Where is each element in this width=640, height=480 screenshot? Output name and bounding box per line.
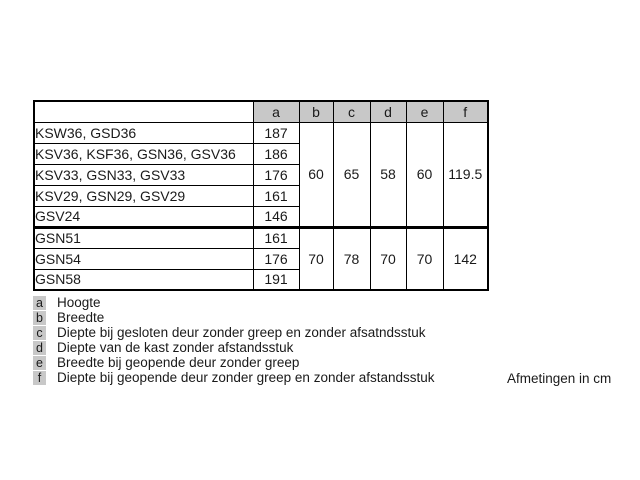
group1-depth-closed-cell: 65 bbox=[333, 122, 370, 227]
height-cell: 161 bbox=[253, 185, 299, 206]
legend-key-badge: f bbox=[33, 371, 46, 385]
legend-item bbox=[33, 295, 435, 310]
legend-item-label: Hoogte bbox=[57, 295, 101, 310]
group2-depth-closed-cell: 78 bbox=[333, 227, 370, 290]
header-col-b: b bbox=[299, 101, 333, 122]
model-cell: GSN51 bbox=[34, 227, 253, 248]
legend-key-badge: e bbox=[33, 356, 46, 370]
legend-item-label: Breedte bij geopende deur zonder greep bbox=[57, 355, 300, 370]
group2-width-open-cell: 70 bbox=[406, 227, 443, 290]
table-row bbox=[34, 227, 488, 248]
legend-item-label: Diepte bij gesloten deur zonder greep en zonder afsatndsstuk bbox=[57, 325, 426, 340]
model-cell: GSV24 bbox=[34, 206, 253, 227]
height-cell: 176 bbox=[253, 248, 299, 269]
legend-key-badge: b bbox=[33, 311, 46, 325]
group1-width-open-cell: 60 bbox=[406, 122, 443, 227]
units-note: Afmetingen in cm bbox=[507, 371, 612, 386]
legend-item bbox=[33, 325, 435, 340]
header-empty-cell bbox=[34, 101, 253, 122]
height-cell: 176 bbox=[253, 164, 299, 185]
legend-item-label: Diepte van de kast zonder afstandsstuk bbox=[57, 340, 294, 355]
header-col-d: d bbox=[370, 101, 406, 122]
dimension-legend bbox=[33, 295, 435, 385]
group1-cabinet-depth-cell: 58 bbox=[370, 122, 406, 227]
legend-item bbox=[33, 355, 435, 370]
model-cell: KSV36, KSF36, GSN36, GSV36 bbox=[34, 143, 253, 164]
height-cell: 161 bbox=[253, 227, 299, 248]
table-header-row bbox=[34, 101, 488, 122]
model-cell: KSV33, GSN33, GSV33 bbox=[34, 164, 253, 185]
legend-item bbox=[33, 370, 435, 385]
group1-depth-open-cell: 119.5 bbox=[443, 122, 488, 227]
header-col-a: a bbox=[253, 101, 299, 122]
model-cell: GSN54 bbox=[34, 248, 253, 269]
model-cell: GSN58 bbox=[34, 269, 253, 290]
group2-width-cell: 70 bbox=[299, 227, 333, 290]
header-col-e: e bbox=[406, 101, 443, 122]
legend-item-label: Breedte bbox=[57, 310, 105, 325]
group2-cabinet-depth-cell: 70 bbox=[370, 227, 406, 290]
model-cell: KSV29, GSN29, GSV29 bbox=[34, 185, 253, 206]
header-col-c: c bbox=[333, 101, 370, 122]
legend-item bbox=[33, 340, 435, 355]
legend-item-label: Diepte bij geopende deur zonder greep en zonder afstandsstuk bbox=[57, 370, 435, 385]
legend-item bbox=[33, 310, 435, 325]
height-cell: 186 bbox=[253, 143, 299, 164]
group1-width-cell: 60 bbox=[299, 122, 333, 227]
height-cell: 191 bbox=[253, 269, 299, 290]
model-cell: KSW36, GSD36 bbox=[34, 122, 253, 143]
height-cell: 187 bbox=[253, 122, 299, 143]
table-row bbox=[34, 122, 488, 143]
legend-key-badge: a bbox=[33, 296, 46, 310]
group2-depth-open-cell: 142 bbox=[443, 227, 488, 290]
legend-key-badge: c bbox=[33, 326, 46, 340]
header-col-f: f bbox=[443, 101, 488, 122]
dimensions-table bbox=[33, 100, 489, 291]
height-cell: 146 bbox=[253, 206, 299, 227]
legend-key-badge: d bbox=[33, 341, 46, 355]
